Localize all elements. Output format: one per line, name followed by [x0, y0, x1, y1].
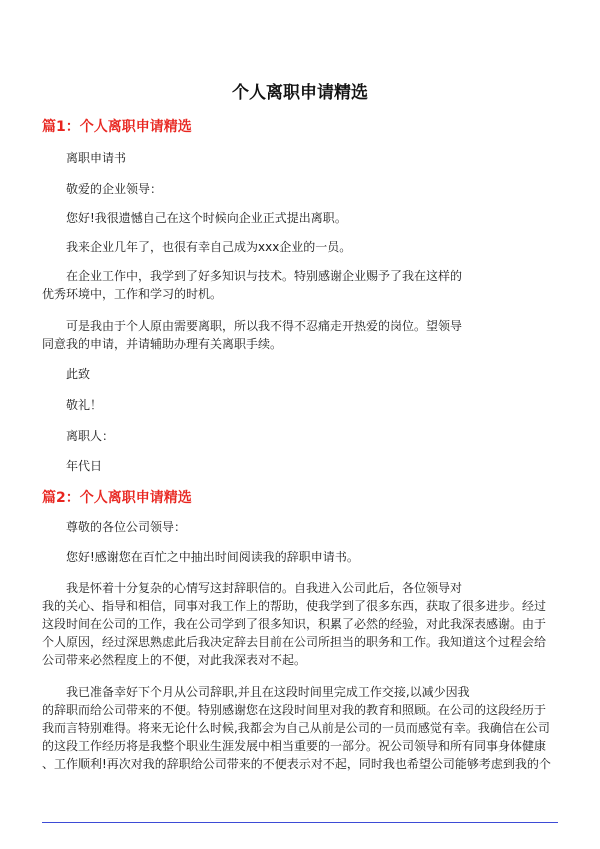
section2-paragraph-3: 我是怀着十分复杂的心情写这封辞职信的。自我进入公司此后，各位领导对 我的关心、指导和相信，同事对我工作上的帮助，使我学到了很多东西，获取了很多进步。经过 这段时间在公司的工作，我在公司学到了很多知识，积累了必然的经验，对此我深表感谢。由于 个人原因，经过深思熟虑此后我决定辞去目前在公司所担当的职务和工作。我知道这个过程会给 公司带来必然程度上的不便，对此我深表对不起。: [42, 581, 547, 667]
section1-heading: 篇1：个人离职申请精选: [42, 119, 192, 135]
section1-paragraph-9: 离职人：: [66, 429, 115, 443]
section1-paragraph-4: 我来企业几年了，也很有幸自己成为xxx企业的一员。: [66, 240, 352, 254]
section2-paragraph-1: 尊敬的各位公司领导：: [66, 520, 187, 534]
section1-paragraph-10: 年代日: [66, 459, 103, 473]
section1-paragraph-7: 此致: [66, 367, 91, 381]
section1-paragraph-5: 在企业工作中，我学到了好多知识与技术。特别感谢企业赐予了我在这样的 优秀环境中，工作和学习的时机。: [42, 269, 463, 301]
section1-paragraph-6: 可是我由于个人原由需要离职，所以我不得不忍痛走开热爱的岗位。望领导 同意我的申请，并请辅助办理有关离职手续。: [42, 319, 463, 351]
section2-heading: 篇2：个人离职申请精选: [42, 490, 192, 506]
section1-paragraph-1: 离职申请书: [66, 151, 127, 165]
section2-paragraph-2: 您好!感谢您在百忙之中抽出时间阅读我的辞职申请书。: [66, 550, 359, 564]
footer-divider: [42, 822, 558, 823]
section1-paragraph-3: 您好!我很遗憾自己在这个时候向企业正式提出离职。: [66, 211, 347, 225]
section1-paragraph-8: 敬礼！: [66, 398, 103, 412]
section2-paragraph-4: 我已准备幸好下个月从公司辞职,并且在这段时间里完成工作交接,以减少因我 的辞职而给公司带来的不便。特别感谢您在这段时间里对我的教育和照顾。在公司的这段经历于 我而言特别难得。将来无论什么时候,我都会为自己从前是公司的一员而感觉有幸。我确信在公司 的这段工作经历将是我整个职业生涯发展中相当重要的一部分。祝公司领导和所有同事身体健康 、工作顺利!再次对我的辞职给公司带来的不便表示对不起，同时我也希望公司能够考虑到我的个: [42, 685, 551, 771]
document-title: 个人离职申请精选: [232, 83, 368, 103]
section1-paragraph-2: 敬爱的企业领导：: [66, 182, 163, 196]
